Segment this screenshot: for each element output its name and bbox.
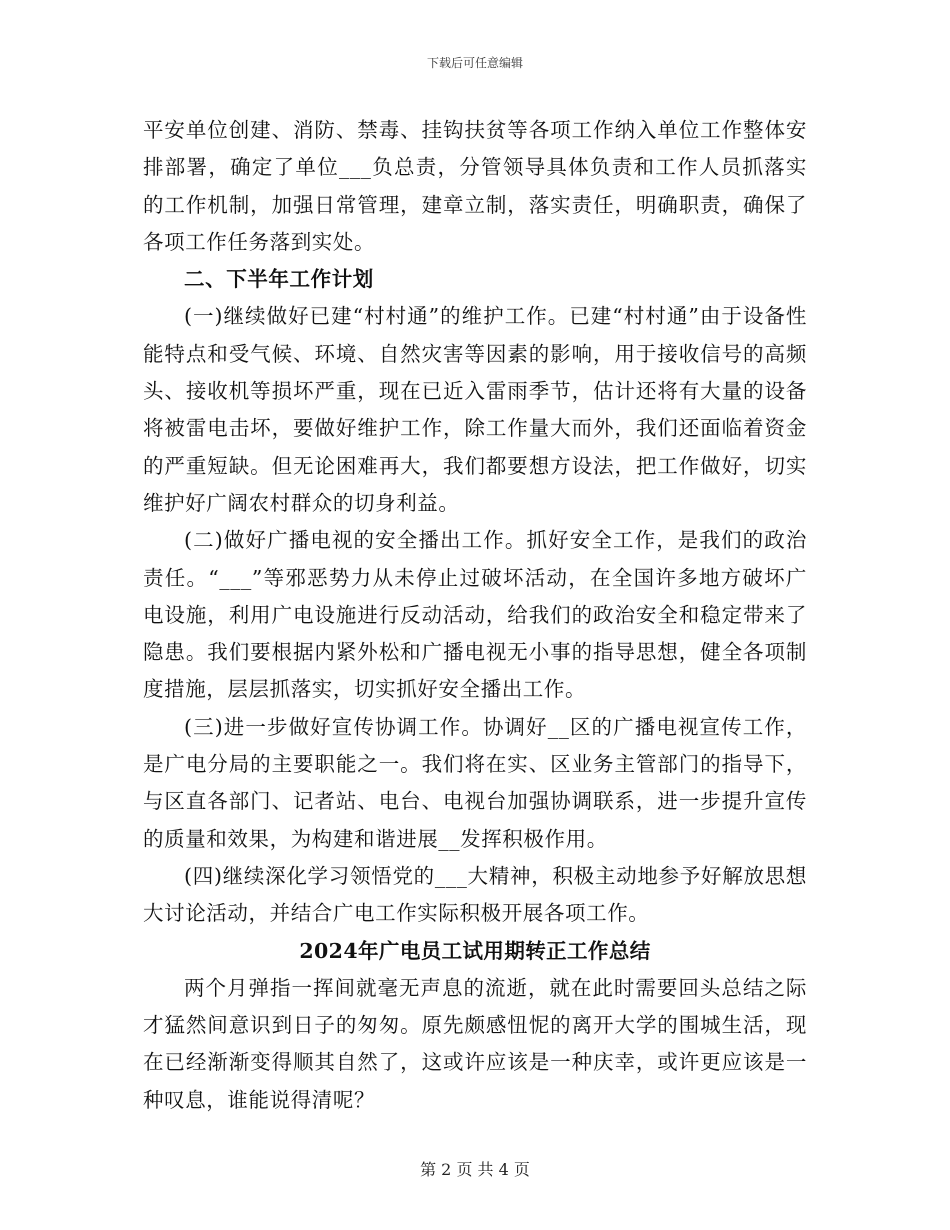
paragraph-item-3: (三)进一步做好宣传协调工作。协调好__区的广播电视宣传工作，是广电分局的主要职能之一。我们将在实、区业务主管部门的指导下，与区直各部门、记者站、电台、电视台加强协调联系，进一步提升宣传的质量和效果，为构建和谐进展__发挥积极作用。 — [143, 714, 807, 851]
paragraph-item-1: (一)继续做好已建“村村通”的维护工作。已建“村村通”由于设备性能特点和受气候、环境、自然灾害等因素的影响，用于接收信号的高频头、接收机等损坏严重，现在已近入雷雨季节，估计还将有大量的设备将被雷电击坏，要做好维护工作，除工作量大而外，我们还面临着资金的严重短缺。但无论困难再大，我们都要想方设法，把工作做好，切实维护好广阔农村群众的切身利益。 — [143, 304, 807, 515]
paragraph-continued: 平安单位创建、消防、禁毒、挂钩扶贫等各项工作纳入单位工作整体安排部署，确定了单位___负总责，分管领导具体负责和工作人员抓落实的工作机制，加强日常管理，建章立制，落实责任，明确职责，确保了各项工作任务落到实处。 — [143, 118, 807, 254]
paragraph-item-2: (二)做好广播电视的安全播出工作。抓好安全工作，是我们的政治责任。“___”等邪恶势力从未停止过破坏活动，在全国许多地方破坏广电设施，利用广电设施进行反动活动，给我们的政治安全和稳定带来了隐患。我们要根据内紧外松和广播电视无小事的指导思想，健全各项制度措施，层层抓落实，切实抓好安全播出工作。 — [143, 528, 807, 702]
paragraph-intro: 两个月弹指一挥间就毫无声息的流逝，就在此时需要回头总结之际才猛然间意识到日子的匆匆。原先颇感忸怩的离开大学的围城生活，现在已经渐渐变得顺其自然了，这或许应该是一种庆幸，或许更应该是一种叹息，谁能说得清呢？ — [143, 975, 807, 1112]
page-number: 第 2 页 共 4 页 — [420, 1160, 530, 1179]
paragraph-item-4: (四)继续深化学习领悟党的___大精神，积极主动地参予好解放思想大讨论活动，并结合广电工作实际积极开展各项工作。 — [143, 863, 807, 926]
section-heading: 二、下半年工作计划 — [184, 267, 374, 292]
header-note: 下载后可任意编辑 — [426, 56, 523, 70]
document-body — [143, 112, 807, 1119]
document-title: 2024年广电员工试用期转正工作总结 — [299, 938, 651, 963]
